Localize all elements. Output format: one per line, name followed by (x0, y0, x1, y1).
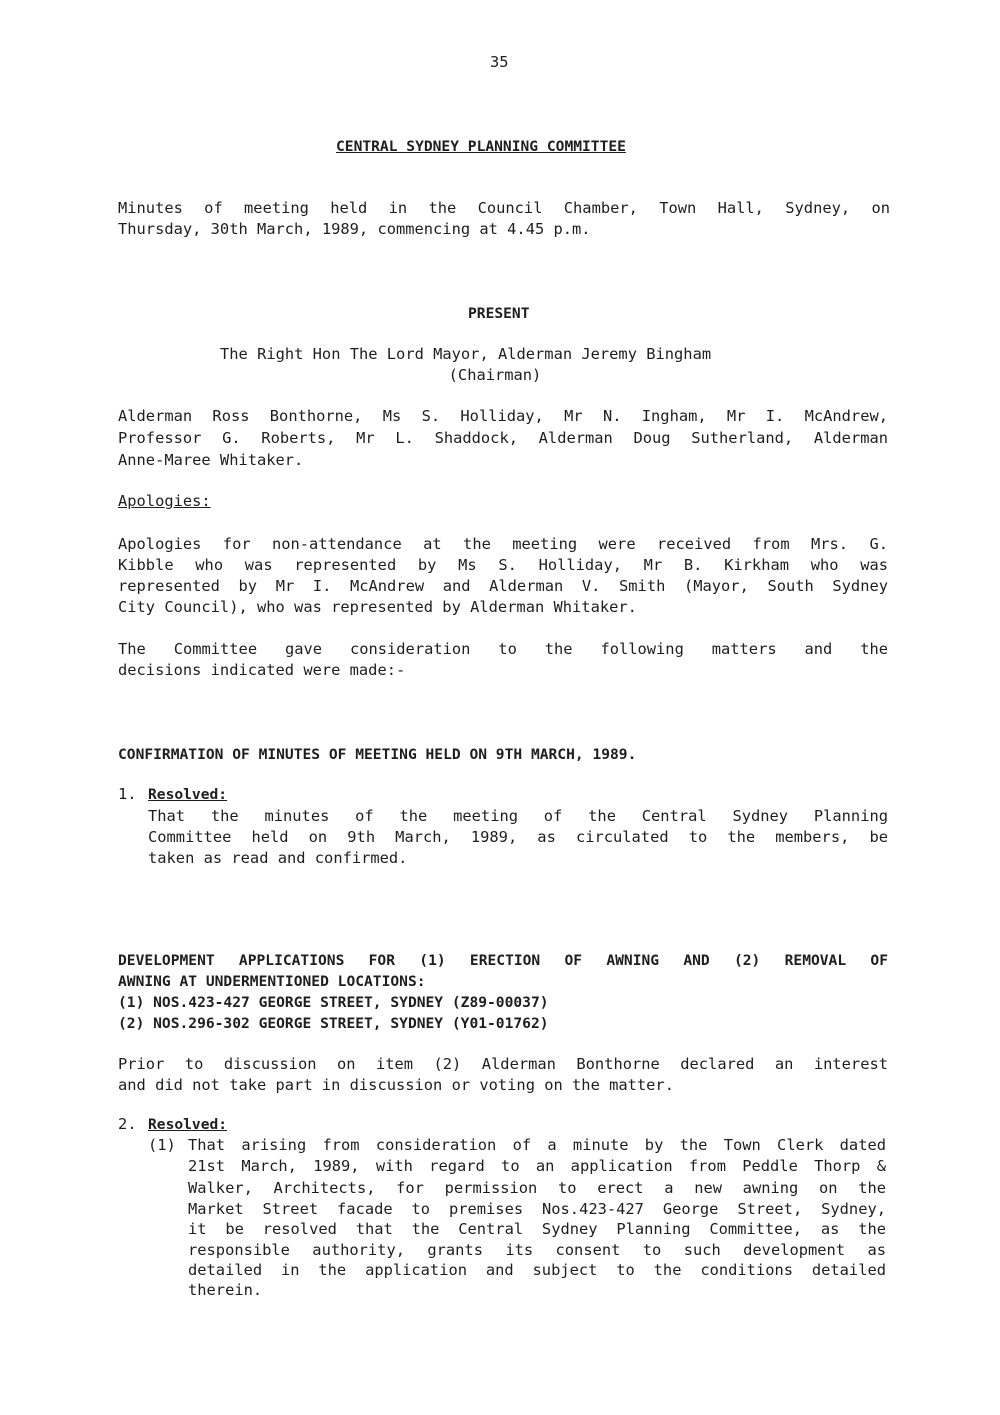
item-1-number: 1. (118, 785, 137, 803)
item-2-line-1: That arising from consideration of a minute by the Town Clerk dated (188, 1136, 886, 1154)
item-2-line-3: Walker, Architects, for permission to erect a new awning on the (188, 1179, 886, 1197)
development-heading-line-4: (2) NOS.296-302 GEORGE STREET, SYDNEY (Y01-01762) (118, 1015, 549, 1032)
apologies-line-2: Kibble who was represented by Ms S. Holliday, Mr B. Kirkham who was (118, 556, 888, 574)
chair-line-1: The Right Hon The Lord Mayor, Alderman Jeremy Bingham (220, 345, 712, 363)
page-number: 35 (490, 53, 509, 71)
item-2-line-5: it be resolved that the Central Sydney Planning Committee, as the (188, 1220, 886, 1238)
item-2-line-8: therein. (188, 1281, 263, 1299)
development-heading-line-3: (1) NOS.423-427 GEORGE STREET, SYDNEY (Z89-00037) (118, 994, 549, 1011)
apologies-line-3: represented by Mr I. McAndrew and Alderman V. Smith (Mayor, South Sydney (118, 577, 888, 595)
members-line-2: Professor G. Roberts, Mr L. Shaddock, Alderman Doug Sutherland, Alderman (118, 429, 888, 447)
document-title: CENTRAL SYDNEY PLANNING COMMITTEE (336, 138, 626, 155)
item-2-resolved: Resolved: (148, 1116, 228, 1133)
intro-line-1: Minutes of meeting held in the Council Chamber, Town Hall, Sydney, on (118, 199, 890, 217)
chair-line-2: (Chairman) (448, 366, 542, 384)
apologies-line-1: Apologies for non-attendance at the meeting were received from Mrs. G. (118, 535, 888, 553)
apologies-line-4: City Council), who was represented by Alderman Whitaker. (118, 598, 637, 616)
item-2-sub-number: (1) (148, 1136, 176, 1154)
item-1-line-3: taken as read and confirmed. (148, 849, 408, 867)
consideration-line-1: The Committee gave consideration to the following matters and the (118, 640, 888, 658)
item-2-line-2: 21st March, 1989, with regard to an application from Peddle Thorp & (188, 1157, 886, 1175)
item-1-line-1: That the minutes of the meeting of the Central Sydney Planning (148, 807, 888, 825)
development-heading-line-1: DEVELOPMENT APPLICATIONS FOR (1) ERECTION OF AWNING AND (2) REMOVAL OF (118, 952, 888, 969)
item-1-line-2: Committee held on 9th March, 1989, as circulated to the members, be (148, 828, 888, 846)
prior-line-1: Prior to discussion on item (2) Alderman Bonthorne declared an interest (118, 1055, 888, 1073)
intro-line-2: Thursday, 30th March, 1989, commencing at 4.45 p.m. (118, 220, 591, 238)
item-2-line-4: Market Street facade to premises Nos.423-427 George Street, Sydney, (188, 1200, 886, 1218)
item-2-number: 2. (118, 1115, 137, 1133)
item-1-resolved: Resolved: (148, 786, 228, 803)
apologies-heading: Apologies: (118, 492, 211, 510)
consideration-line-2: decisions indicated were made:- (118, 661, 406, 679)
members-line-1: Alderman Ross Bonthorne, Ms S. Holliday, Mr N. Ingham, Mr I. McAndrew, (118, 407, 888, 425)
prior-line-2: and did not take part in discussion or voting on the matter. (118, 1076, 674, 1094)
item-2-line-7: detailed in the application and subject to the conditions detailed (188, 1261, 886, 1279)
members-line-3: Anne-Maree Whitaker. (118, 451, 304, 469)
present-heading: PRESENT (468, 305, 530, 322)
item-2-line-6: responsible authority, grants its consent to such development as (188, 1241, 886, 1259)
development-heading-line-2: AWNING AT UNDERMENTIONED LOCATIONS: (118, 973, 426, 990)
confirmation-heading: CONFIRMATION OF MINUTES OF MEETING HELD ON 9TH MARCH, 1989. (118, 746, 637, 763)
